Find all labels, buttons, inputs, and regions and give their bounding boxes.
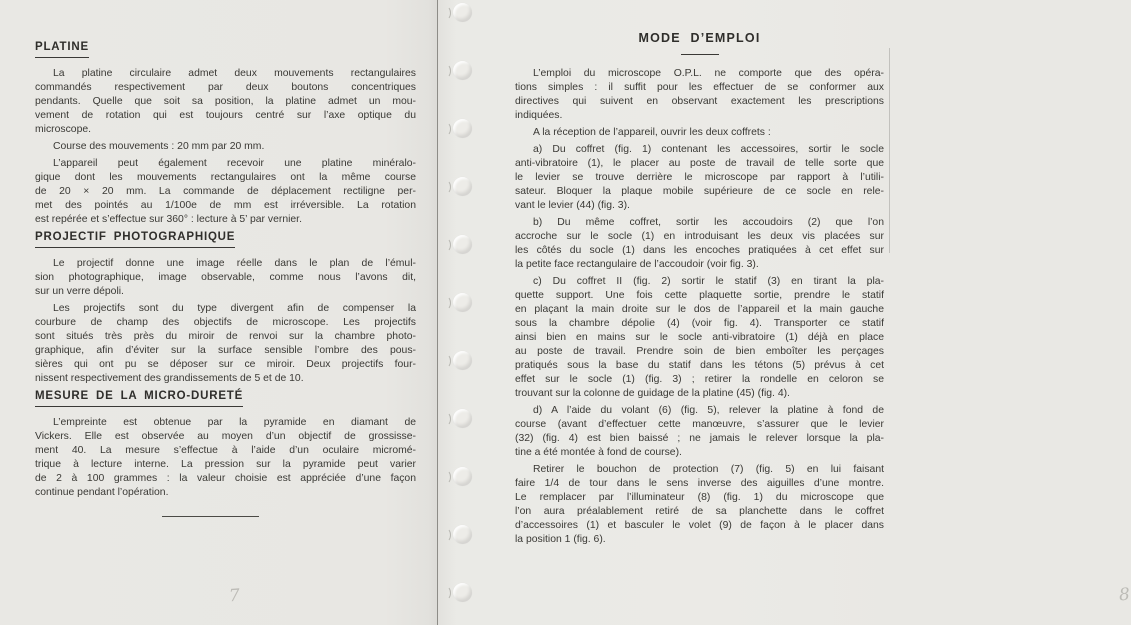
text-line: courbure de champ des objectifs de microscope. Les projectifs bbox=[35, 317, 416, 328]
section-heading: PLATINE bbox=[35, 40, 416, 58]
text-line: sion photographique, image observable, comme nous l’avons dit, bbox=[35, 272, 416, 283]
text-line: est repérée et s’effectue sur 360° : lecture à 5’ par vernier. bbox=[35, 214, 302, 225]
text-line: quette support. Une fois cette plaquette sortie, prendre le statif bbox=[515, 290, 884, 301]
text-line: nissent respectivement des grandissements de 5 et de 10. bbox=[35, 373, 304, 384]
right-page-paragraphs bbox=[515, 67, 884, 547]
binder-hole bbox=[453, 119, 472, 138]
page-number-left: 7 bbox=[228, 585, 241, 607]
document-section bbox=[35, 389, 416, 500]
paragraph bbox=[515, 143, 884, 213]
binder-hole bbox=[453, 235, 472, 254]
binder-hole bbox=[453, 525, 472, 544]
text-line: sur un verre dépoli. bbox=[35, 286, 124, 297]
text-line: la petite face rectangulaire de l’accoudoir (voir fig. 3). bbox=[515, 259, 759, 270]
text-line: met des pointés au 1/100e de mm est irréversible. La rotation bbox=[35, 200, 416, 211]
section-heading: MESURE DE LA MICRO-DURETÉ bbox=[35, 389, 416, 407]
left-page-sections bbox=[35, 40, 416, 500]
text-line: sont situés très près du miroir de renvoi sur la chambre photo- bbox=[35, 331, 416, 342]
text-line: L’emploi du microscope O.P.L. ne comporte que des opéra- bbox=[533, 68, 884, 79]
text-line: pendants. Quelle que soit sa position, la platine admet un mou- bbox=[35, 96, 416, 107]
page-left bbox=[0, 0, 437, 625]
paragraph bbox=[515, 404, 884, 460]
text-line: au poste de travail. Prendre soin de bien emboîter les perçages bbox=[515, 346, 884, 357]
binder-hole bbox=[453, 409, 472, 428]
right-page-content bbox=[515, 0, 884, 550]
left-page-content bbox=[35, 0, 416, 517]
title-rule bbox=[681, 54, 719, 55]
binder-hole bbox=[453, 3, 472, 22]
section-heading: PROJECTIF PHOTOGRAPHIQUE bbox=[35, 230, 416, 248]
text-line: anti-vibratoire (1), le placer au poste de travail de telle sorte que bbox=[515, 158, 884, 169]
text-line: continue pendant l’opération. bbox=[35, 487, 169, 498]
text-line: d’accessoires (1) et basculer le volet (9) de façon à le placer dans bbox=[515, 520, 884, 531]
scan-edge-artifact bbox=[889, 48, 890, 253]
text-line: le levier se trouve derrière le microscope par rapport à l’utili- bbox=[515, 172, 884, 183]
document-section bbox=[35, 40, 416, 227]
text-line: course (avant d’effectuer cette manœuvre, s’assurer que le levier bbox=[515, 419, 884, 430]
page-right bbox=[438, 0, 1131, 625]
text-line: pratiqués sous la base du statif dans les tétons (5) prévus à cet bbox=[515, 360, 884, 371]
text-line: Le projectif donne une image réelle dans le plan de l’émul- bbox=[53, 258, 416, 269]
text-line: l’on aura préalablement retiré de sa planchette dans le coffret bbox=[515, 506, 884, 517]
text-line: graphique, afin d’éviter sur la surface sensible l’ombre des pous- bbox=[35, 345, 416, 356]
text-line: microscope. bbox=[35, 124, 92, 135]
paragraph bbox=[35, 140, 416, 154]
binder-hole bbox=[453, 583, 472, 602]
text-line: faire 1/4 de tour dans le sens inverse des aiguilles d’une montre. bbox=[515, 478, 884, 489]
paragraph bbox=[515, 275, 884, 401]
text-line: La platine circulaire admet deux mouvements rectangulaires bbox=[53, 68, 416, 79]
text-line: ainsi bien en mains sur le socle anti-vibratoire (1) déjà en place bbox=[515, 332, 884, 343]
text-line: trouvant sur la colonne de guidage de la platine (45) (fig. 4). bbox=[515, 388, 790, 399]
text-line: d) A l’aide du volant (6) (fig. 5), relever la platine à fond de bbox=[533, 405, 884, 416]
text-line: (32) (fig. 4) est bien baissé ; ne jamais le relever lorsque la pla- bbox=[515, 433, 884, 444]
text-line: les côtés du socle (1) dans les encoches pratiquées à cet effet sur bbox=[515, 245, 884, 256]
text-line: directives qui suivent en observant exactement les prescriptions bbox=[515, 96, 884, 107]
text-line: Les projectifs sont du type divergent afin de compenser la bbox=[53, 303, 416, 314]
text-line: vement de rotation qui est toujours centré sur l’axe optique du bbox=[35, 110, 416, 121]
text-line: commandés respectivement par deux boutons concentriques bbox=[35, 82, 416, 93]
paragraph bbox=[35, 257, 416, 299]
section-end-divider bbox=[162, 516, 259, 517]
text-line: Course des mouvements : 20 mm par 20 mm. bbox=[53, 141, 265, 152]
paragraph bbox=[515, 463, 884, 547]
text-line: vant le levier (44) (fig. 3). bbox=[515, 200, 630, 211]
text-line: Vickers. Elle est observée au moyen d’un objectif de grossisse- bbox=[35, 431, 416, 442]
paragraph bbox=[35, 302, 416, 386]
text-line: ment 40. La mesure s’effectue à l’aide d’un oculaire micromé- bbox=[35, 445, 416, 456]
paragraph bbox=[35, 157, 416, 227]
paragraph bbox=[515, 67, 884, 123]
text-line: trique à lecture interne. La pression sur la pyramide peut varier bbox=[35, 459, 416, 470]
binder-hole bbox=[453, 177, 472, 196]
text-line: Retirer le bouchon de protection (7) (fig. 5) en lui faisant bbox=[533, 464, 884, 475]
text-line: indiquées. bbox=[515, 110, 563, 121]
document-section bbox=[35, 230, 416, 386]
paragraph bbox=[515, 126, 884, 140]
page-number-right: 8 bbox=[1118, 584, 1131, 606]
text-line: a) Du coffret (fig. 1) contenant les accessoires, sortir le socle bbox=[533, 144, 884, 155]
text-line: Le remplacer par l’illuminateur (8) (fig. 1) du microscope que bbox=[515, 492, 884, 503]
paragraph bbox=[515, 216, 884, 272]
text-line: sateur. Bloquer la plaque mobile supérieure de ce socle en rele- bbox=[515, 186, 884, 197]
text-line: gique dont les mouvements rectangulaires ont la même course bbox=[35, 172, 416, 183]
text-line: de 2 à 100 grammes : la valeur choisie est appréciée d’une façon bbox=[35, 473, 416, 484]
text-line: L’empreinte est obtenue par la pyramide en diamant de bbox=[53, 417, 416, 428]
binder-hole bbox=[453, 351, 472, 370]
paragraph bbox=[35, 416, 416, 500]
binder-hole bbox=[453, 293, 472, 312]
binder-hole bbox=[453, 61, 472, 80]
text-line: sous la chambre dépolie (4) (voir fig. 4). Transporter ce statif bbox=[515, 318, 884, 329]
text-line: c) Du coffret II (fig. 2) sortir le statif (3) en tirant la pla- bbox=[533, 276, 884, 287]
text-line: la position 1 (fig. 6). bbox=[515, 534, 606, 545]
text-line: tine a été montée à fond de course). bbox=[515, 447, 682, 458]
paragraph bbox=[35, 67, 416, 137]
binder-hole bbox=[453, 467, 472, 486]
text-line: b) Du même coffret, sortir les accoudoirs (2) que l’on bbox=[533, 217, 884, 228]
text-line: sières qui ont pu se déposer sur ce miroir. Deux projectifs four- bbox=[35, 359, 416, 370]
text-line: de 20 × 20 mm. La commande de déplacement rectiligne per- bbox=[35, 186, 416, 197]
text-line: tions simples : il suffit pour les effectuer de se conformer aux bbox=[515, 82, 884, 93]
text-line: effet sur le socle (1) (fig. 3) ; retirer la rondelle en celoron se bbox=[515, 374, 884, 385]
text-line: L’appareil peut également recevoir une platine minéralo- bbox=[53, 158, 416, 169]
text-line: en plaçant la main droite sur le dos de l’appareil et la main gauche bbox=[515, 304, 884, 315]
text-line: A la réception de l’appareil, ouvrir les deux coffrets : bbox=[533, 127, 771, 138]
page-title: MODE D’EMPLOI bbox=[638, 31, 761, 45]
text-line: accroche sur le socle (1) en introduisant les deux vis placées sur bbox=[515, 231, 884, 242]
